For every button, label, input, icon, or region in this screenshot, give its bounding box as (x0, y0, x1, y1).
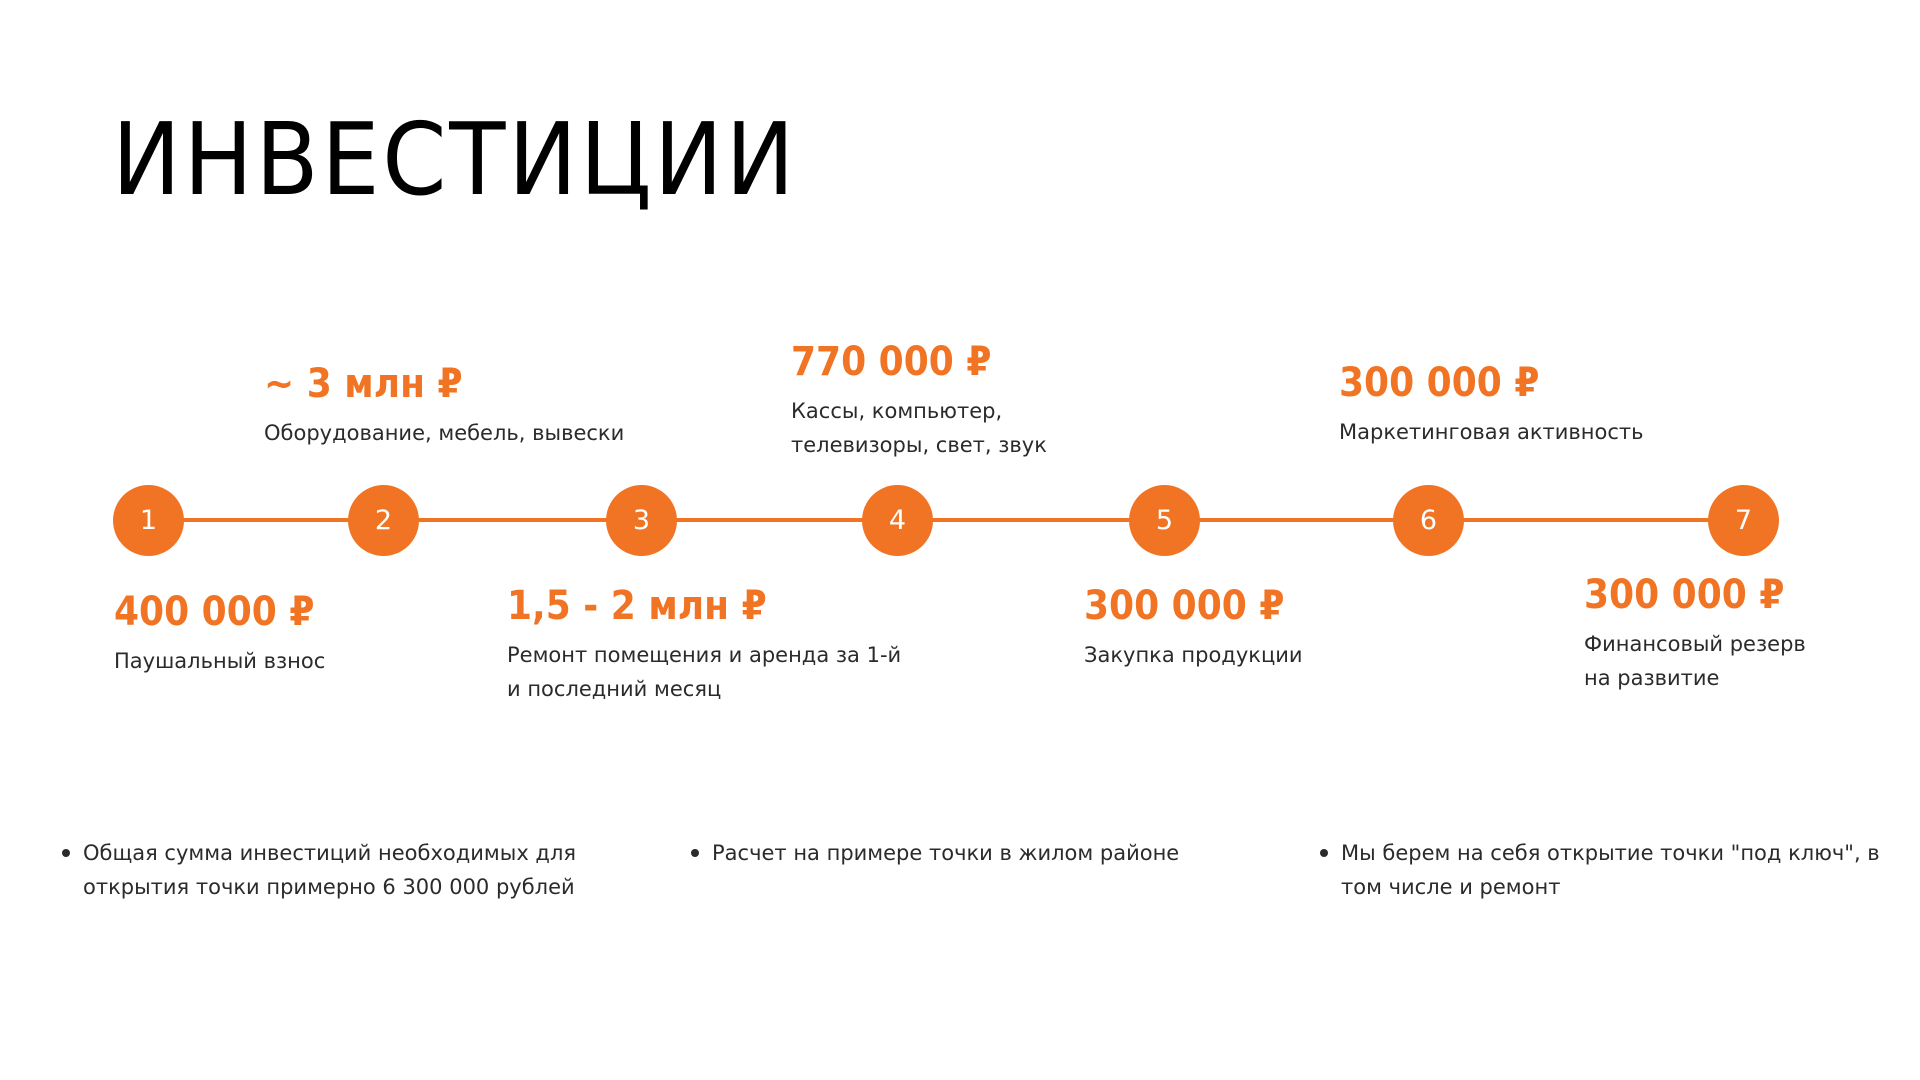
note-total-investment (62, 836, 576, 904)
item-description-line: Финансовый резерв (1584, 632, 1806, 656)
item-description-line: Ремонт помещения и аренда за 1-й (507, 643, 902, 667)
bullet-icon (62, 849, 70, 857)
note-text (83, 836, 576, 904)
page-title: ИНВЕСТИЦИИ (112, 101, 798, 218)
item-description-line: Маркетинговая активность (1339, 420, 1644, 444)
item-amount: 1,5 - 2 млн ₽ (507, 583, 767, 629)
item-description (114, 644, 337, 678)
investment-item-6 (1339, 360, 1644, 449)
item-description-line: Паушальный взнос (114, 649, 326, 673)
bullet-icon (691, 849, 699, 857)
item-description-line: Закупка продукции (1084, 643, 1303, 667)
note-text (712, 836, 1179, 870)
item-description-line: на развитие (1584, 666, 1720, 690)
item-description (1339, 415, 1644, 449)
investment-item-4 (791, 339, 1047, 462)
step-marker-5: 5 (1129, 485, 1200, 556)
step-marker-6: 6 (1393, 485, 1464, 556)
investment-item-2 (264, 361, 625, 450)
note-line: Расчет на примере точки в жилом районе (712, 841, 1180, 865)
item-amount: 300 000 ₽ (1084, 583, 1285, 629)
item-description-line: Кассы, компьютер, (791, 399, 1003, 423)
item-description (791, 394, 1047, 462)
note-turnkey-opening (1320, 836, 1880, 904)
item-description-line: телевизоры, свет, звук (791, 433, 1047, 457)
item-description (1584, 627, 1807, 695)
note-line: том числе и ремонт (1341, 875, 1561, 899)
item-amount: 400 000 ₽ (114, 589, 315, 635)
note-line: открытия точки примерно 6 300 000 рублей (83, 875, 575, 899)
item-description (507, 638, 901, 706)
investment-item-5 (1084, 583, 1307, 672)
investment-item-7 (1584, 572, 1807, 695)
step-marker-7: 7 (1708, 485, 1779, 556)
investment-item-1 (114, 589, 337, 678)
item-amount: 300 000 ₽ (1584, 572, 1785, 618)
step-marker-3: 3 (606, 485, 677, 556)
note-text (1341, 836, 1880, 904)
item-description (1084, 638, 1307, 672)
item-amount: 770 000 ₽ (791, 339, 992, 385)
investment-item-3 (507, 583, 902, 706)
item-description-line: Оборудование, мебель, вывески (264, 421, 625, 445)
note-line: Мы берем на себя открытие точки "под ключ", в (1341, 841, 1880, 865)
step-marker-1: 1 (113, 485, 184, 556)
item-description (264, 416, 624, 450)
item-amount: ~ 3 млн ₽ (264, 361, 463, 407)
item-amount: 300 000 ₽ (1339, 360, 1540, 406)
step-marker-4: 4 (862, 485, 933, 556)
note-line: Общая сумма инвестиций необходимых для (83, 841, 576, 865)
note-calculation-example (691, 836, 1179, 870)
item-description-line: и последний месяц (507, 677, 722, 701)
bullet-icon (1320, 849, 1328, 857)
step-marker-2: 2 (348, 485, 419, 556)
